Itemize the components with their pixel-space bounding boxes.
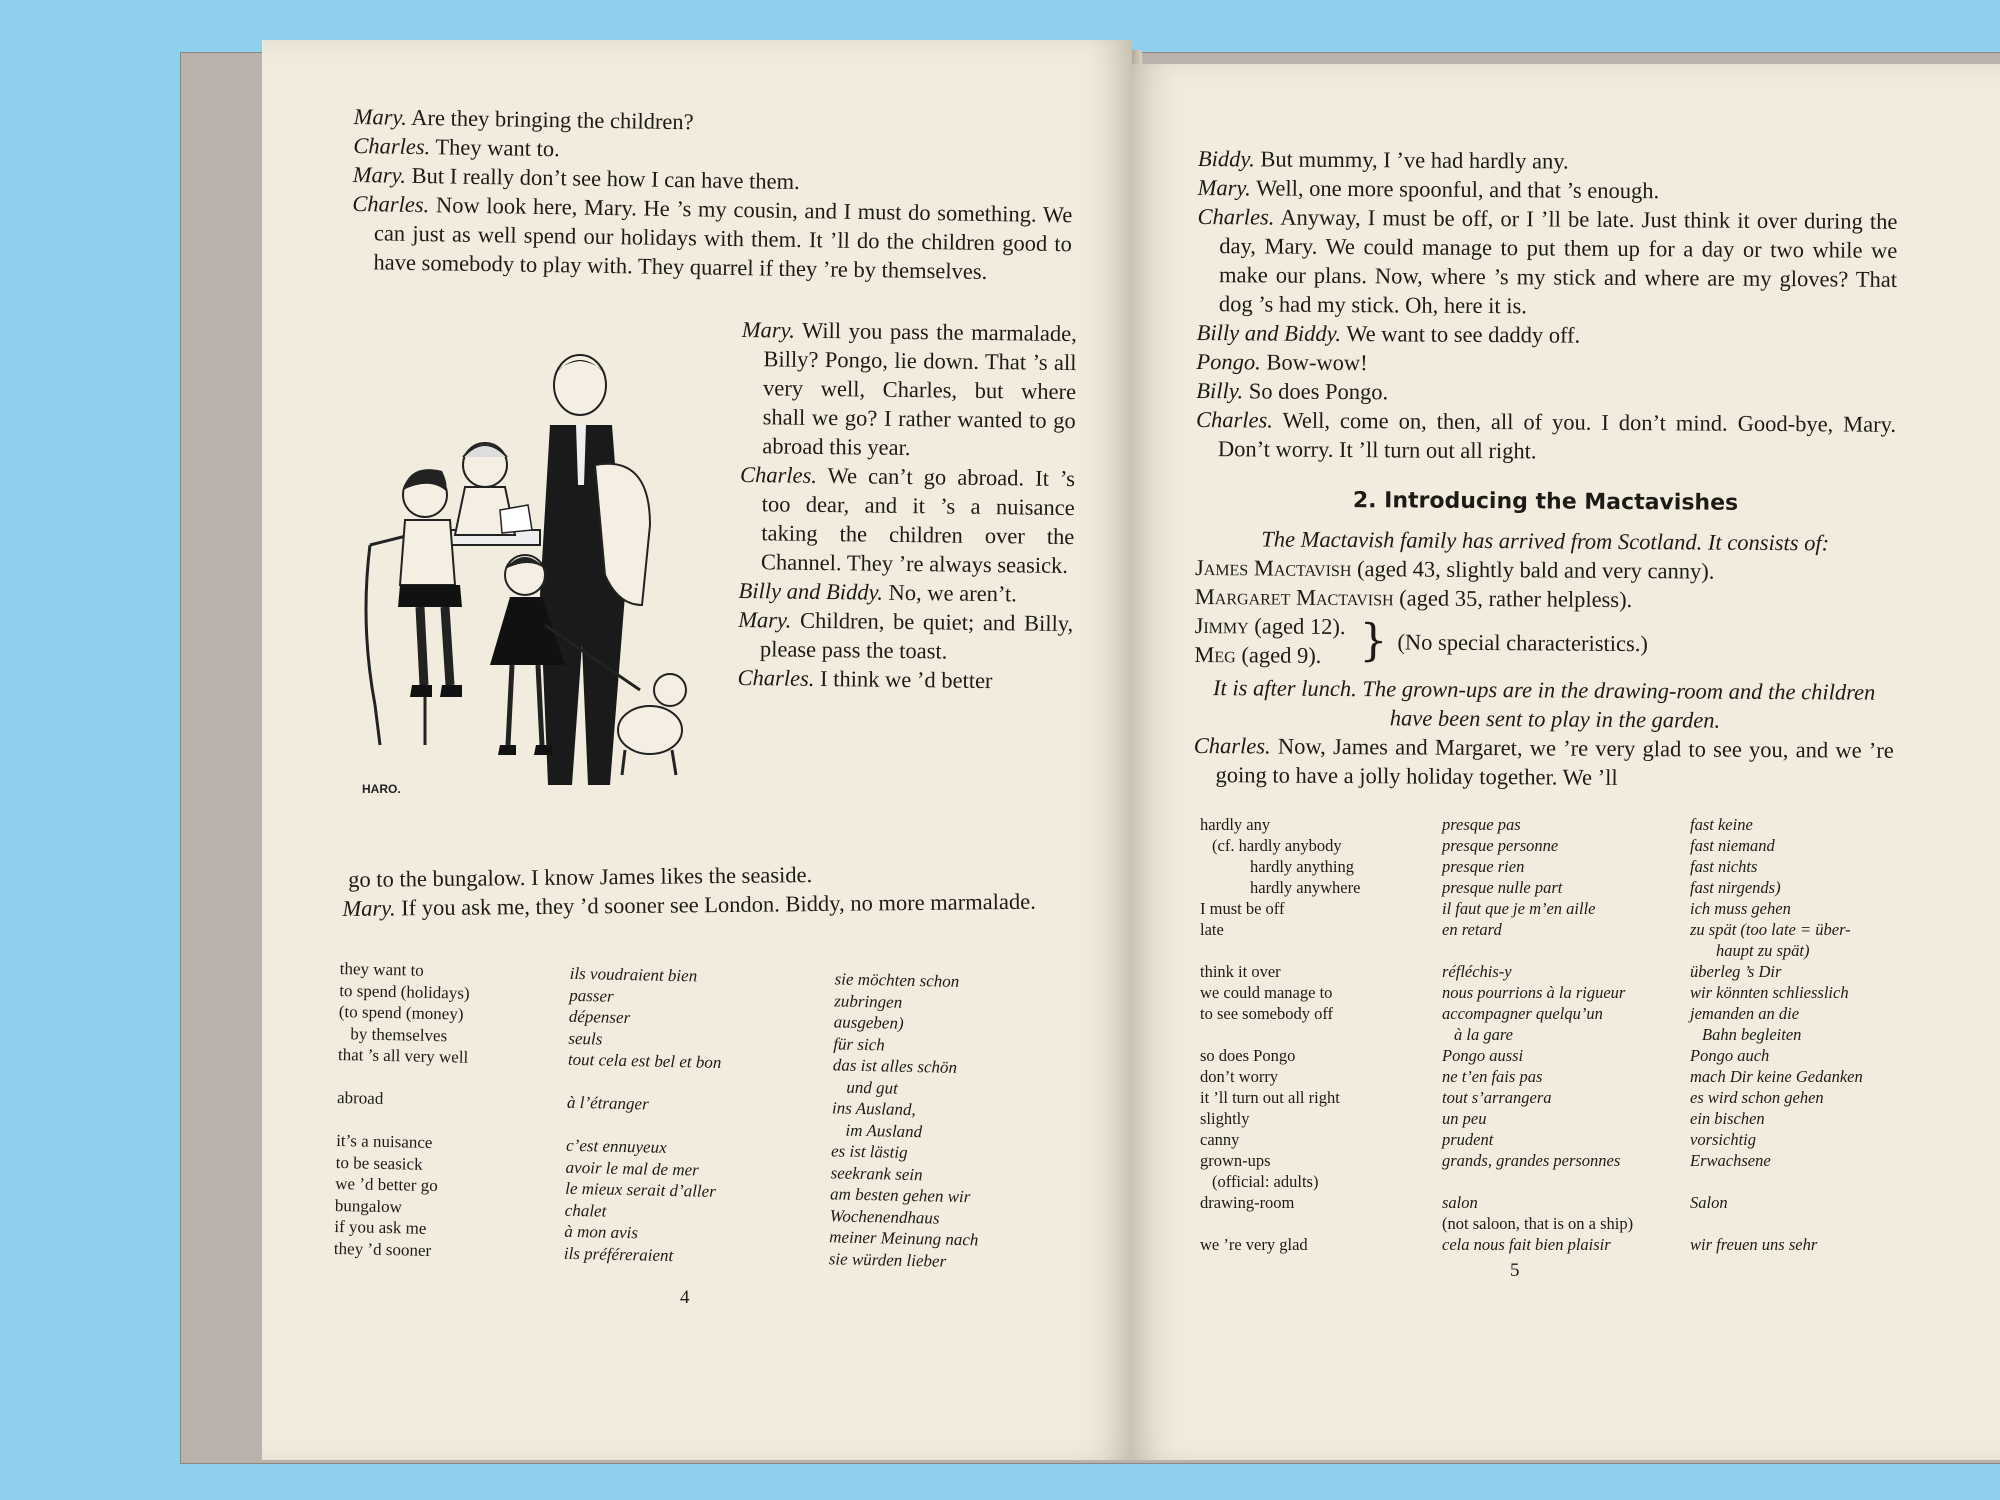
left-dialogue-tail: [342, 857, 1083, 923]
vocab-french: [1442, 940, 1633, 961]
vocab-english-column: [1200, 814, 1360, 1255]
left-dialogue-top: [351, 102, 1074, 287]
vocab-french: [1442, 1171, 1633, 1192]
vocab-english: we ’re very glad: [1200, 1235, 1308, 1254]
vocab-english: (official: adults): [1212, 1172, 1319, 1191]
vocab-german: am besten gehen wir: [829, 1184, 971, 1207]
vocab-german: und gut: [846, 1077, 899, 1098]
vocab-english: they want to: [339, 958, 425, 980]
vocab-french: c’est ennuyeux: [565, 1135, 667, 1157]
vocab-german: vorsichtig: [1690, 1130, 1756, 1149]
vocab-french: presque nulle part: [1442, 878, 1563, 897]
vocab-german: Salon: [1690, 1193, 1728, 1212]
vocab-english: I must be off: [1200, 899, 1285, 918]
dialogue-line: go to the bungalow. I know James likes the seaside.: [348, 862, 813, 892]
character-line: Margaret Mactavish (aged 35, rather helpless).: [1194, 583, 1633, 613]
vocab-german: überleg ’s Dir: [1690, 962, 1782, 981]
vocab-english: hardly anything: [1250, 857, 1355, 876]
dialogue-line: Charles. Well, come on, then, all of you. I don’t mind. Good-bye, Mary. Don’t worry. It ’ll turn out all right.: [1195, 406, 1897, 464]
vocab-english: bungalow: [334, 1195, 403, 1216]
vocab-french-column: [1442, 814, 1633, 1255]
vocab-german: Erwachsene: [1690, 1151, 1771, 1170]
vocab-french: à la gare: [1454, 1025, 1513, 1044]
vocab-english: we ’d better go: [335, 1173, 438, 1196]
vocab-english: that ’s all very well: [337, 1044, 469, 1067]
vocab-german: es ist lästig: [830, 1141, 908, 1162]
vocab-english: (cf. hardly anybody: [1212, 836, 1342, 855]
vocab-english: to be seasick: [335, 1152, 423, 1174]
vocab-english: (to spend (money): [338, 1001, 464, 1024]
vocab-german: ein bischen: [1690, 1109, 1765, 1128]
vocab-german: fast nirgends): [1690, 878, 1781, 897]
vocab-german: sie möchten schon: [834, 969, 960, 991]
vocab-german: fast niemand: [1690, 836, 1775, 855]
vocab-french: (not saloon, that is on a ship): [1442, 1214, 1634, 1233]
vocab-english-column: [334, 958, 471, 1262]
vocab-english: to see somebody off: [1200, 1004, 1334, 1023]
page-number-right: 5: [1510, 1260, 1520, 1281]
vocab-german: meiner Meinung nach: [829, 1227, 979, 1250]
vocab-english: drawing-room: [1200, 1193, 1295, 1212]
vocab-german: für sich: [833, 1033, 885, 1054]
vocab-french: il faut que je m’en aille: [1442, 899, 1596, 918]
children-group: [1194, 611, 1894, 674]
vocab-english: hardly any: [1200, 815, 1271, 834]
vocab-english: [1200, 1024, 1360, 1045]
vocab-german: sie würden lieber: [828, 1248, 947, 1271]
vocab-english: by themselves: [350, 1023, 448, 1045]
character-line: Meg (aged 9).: [1194, 641, 1322, 668]
dialogue-line: Charles. Anyway, I must be off, or I ’ll be late. Just think it over during the day, Mary. We could manage to put them up for a day or two while we make our plans. Now, where ’s my stick and where are my gloves? That dog ’s had my stick. Oh, here it is.: [1197, 203, 1898, 319]
vocab-french: ne t’en fais pas: [1442, 1067, 1543, 1086]
vocab-english: hardly anywhere: [1250, 878, 1361, 897]
scene-description: It is after lunch. The grown-ups are in the drawing-room and the children have been sent to play in the garden.: [1212, 675, 1876, 733]
vocab-english: [337, 1065, 468, 1089]
vocab-german: wir könnten schliesslich: [1690, 983, 1849, 1002]
vocab-french: ils voudraient bien: [569, 963, 698, 986]
vocab-german: jemanden an die: [1690, 1004, 1800, 1023]
dialogue-line: Mary. Children, be quiet; and Billy, please pass the toast.: [738, 606, 1074, 664]
dialogue-line: Mary. Are they bringing the children?: [353, 103, 694, 135]
vocab-german-column: [829, 968, 984, 1272]
vocab-french: ils préféreraient: [563, 1243, 674, 1265]
dialogue-line: Mary. But I really don’t see how I can have them.: [352, 161, 800, 195]
vocab-german: zubringen: [834, 990, 903, 1012]
vocab-english: slightly: [1200, 1109, 1250, 1128]
vocab-french: à mon avis: [564, 1221, 639, 1243]
left-vocabulary: [333, 958, 1100, 1271]
character-line: Jimmy (aged 12).: [1194, 612, 1346, 640]
vocab-english: [1200, 940, 1360, 961]
vocab-french: avoir le mal de mer: [565, 1157, 699, 1180]
vocab-french: dépenser: [568, 1006, 631, 1028]
dialogue-line: Pongo. Bow-wow!: [1196, 348, 1368, 376]
vocab-english: if you ask me: [334, 1216, 427, 1238]
vocab-french: un peu: [1442, 1109, 1487, 1128]
vocab-english: it’s a nuisance: [335, 1130, 433, 1152]
vocab-french: en retard: [1442, 920, 1502, 939]
vocab-english: think it over: [1200, 962, 1281, 981]
vocab-german: mach Dir keine Gedanken: [1690, 1067, 1863, 1086]
vocab-english: grown-ups: [1200, 1151, 1271, 1170]
left-dialogue-side: [737, 315, 1077, 696]
vocab-french-column: [564, 963, 724, 1267]
vocab-german: Wochenendhaus: [829, 1205, 940, 1228]
vocab-german: seekrank sein: [830, 1162, 923, 1184]
vocab-english: abroad: [336, 1087, 384, 1108]
children-note: (No special characteristics.): [1397, 628, 1649, 656]
vocab-german: Pongo auch: [1690, 1046, 1770, 1065]
section-heading: 2. Introducing the Mactavishes: [1352, 488, 1739, 516]
vocab-german: das ist alles schön: [832, 1055, 958, 1077]
vocab-german: Bahn begleiten: [1702, 1025, 1802, 1044]
vocab-french: seuls: [568, 1028, 603, 1049]
vocab-english: to spend (holidays): [339, 980, 470, 1003]
dialogue-line: Billy. So does Pongo.: [1196, 377, 1389, 405]
vocab-english: late: [1200, 920, 1224, 939]
dialogue-line: Billy and Biddy. We want to see daddy off.: [1196, 319, 1581, 348]
vocab-english: don’t worry: [1200, 1067, 1279, 1086]
dialogue-line: Mary. Well, one more spoonful, and that ’s enough.: [1197, 174, 1660, 204]
vocab-english: they ’d sooner: [333, 1238, 432, 1260]
vocab-french: Pongo aussi: [1442, 1046, 1524, 1065]
vocab-french: prudent: [1442, 1130, 1494, 1149]
vocab-french: tout s’arrangera: [1442, 1088, 1552, 1107]
vocab-french: accompagner quelqu’un: [1442, 1004, 1603, 1023]
vocab-french: presque rien: [1442, 857, 1525, 876]
vocab-german: [1690, 1171, 1863, 1192]
vocab-english: it ’ll turn out all right: [1200, 1088, 1340, 1107]
dialogue-line: Charles. Now look here, Mary. He ’s my cousin, and I must do something. We can just as well spend our holidays with them. It ’ll do the children good to have somebody to play with. They quarrel if they ’re by themselves.: [352, 190, 1073, 284]
vocab-french: grands, grandes personnes: [1442, 1151, 1621, 1170]
vocab-german: es wird schon gehen: [1690, 1088, 1824, 1107]
dialogue-line: Biddy. But mummy, I ’ve had hardly any.: [1197, 145, 1569, 174]
dialogue-line: Charles. They want to.: [353, 132, 560, 162]
dialogue-line: Charles. Now, James and Margaret, we ’re very glad to see you, and we ’re going to have a jolly holiday together. We ’ll: [1193, 732, 1894, 790]
brace-icon: }: [1359, 615, 1388, 667]
right-page: [1130, 64, 2000, 1460]
vocab-german: [1690, 1213, 1863, 1234]
vocab-french: salon: [1442, 1193, 1478, 1212]
page-number-left: 4: [680, 1287, 690, 1308]
vocab-french: réfléchis-y: [1442, 962, 1512, 981]
vocab-french: passer: [569, 985, 614, 1006]
intro-line: The Mactavish family has arrived from Scotland. It consists of:: [1261, 526, 1830, 556]
vocab-french: cela nous fait bien plaisir: [1442, 1235, 1611, 1254]
dialogue-line: Charles. I think we ’d better: [737, 664, 993, 694]
vocab-english: [336, 1108, 467, 1132]
vocab-french: presque personne: [1442, 836, 1559, 855]
vocab-french: presque pas: [1442, 815, 1521, 834]
vocab-english: canny: [1200, 1130, 1240, 1149]
vocab-german: fast keine: [1690, 815, 1753, 834]
vocab-french: le mieux serait d’aller: [565, 1178, 717, 1201]
vocab-german: haupt zu spät): [1716, 941, 1810, 960]
dialogue-line: Mary. Will you pass the marmalade, Billy? Pongo, lie down. That ’s all very well, Charles, but where shall we go? I rather wanted to go abroad this year.: [741, 316, 1077, 461]
vocab-french: chalet: [564, 1200, 607, 1221]
vocab-english: so does Pongo: [1200, 1046, 1296, 1065]
vocab-french: tout cela est bel et bon: [567, 1049, 722, 1073]
vocab-german: ich muss gehen: [1690, 899, 1791, 918]
children-list: [1194, 611, 1345, 670]
vocab-french: à l’étranger: [566, 1092, 649, 1114]
dialogue-line: Billy and Biddy. No, we aren’t.: [738, 577, 1018, 607]
vocab-german: zu spät (too late = über-: [1690, 920, 1851, 939]
vocab-english: we could manage to: [1200, 983, 1333, 1002]
dialogue-line: Mary. If you ask me, they ’d sooner see London. Biddy, no more marmalade.: [342, 888, 1036, 921]
vocab-german: im Ausland: [845, 1120, 923, 1141]
dialogue-line: Charles. We can’t go abroad. It ’s too dear, and it ’s a nuisance taking the children over the Channel. They ’re always seasick.: [739, 461, 1076, 578]
vocab-english: [1200, 1213, 1360, 1234]
vocab-german: ins Ausland,: [831, 1098, 916, 1120]
family-illustration: [350, 345, 725, 815]
vocab-french: nous pourrions à la rigueur: [1442, 983, 1626, 1002]
vocab-german: fast nichts: [1690, 857, 1758, 876]
vocab-german: ausgeben): [833, 1012, 904, 1033]
vocab-german: wir freuen uns sehr: [1690, 1235, 1818, 1254]
illustration-signature: HARO.: [362, 782, 401, 796]
vocab-german-column: [1690, 814, 1863, 1255]
left-page: [262, 40, 1132, 1460]
character-line: James Mactavish (aged 43, slightly bald and very canny).: [1194, 554, 1715, 584]
right-text-block: [1193, 144, 1897, 794]
